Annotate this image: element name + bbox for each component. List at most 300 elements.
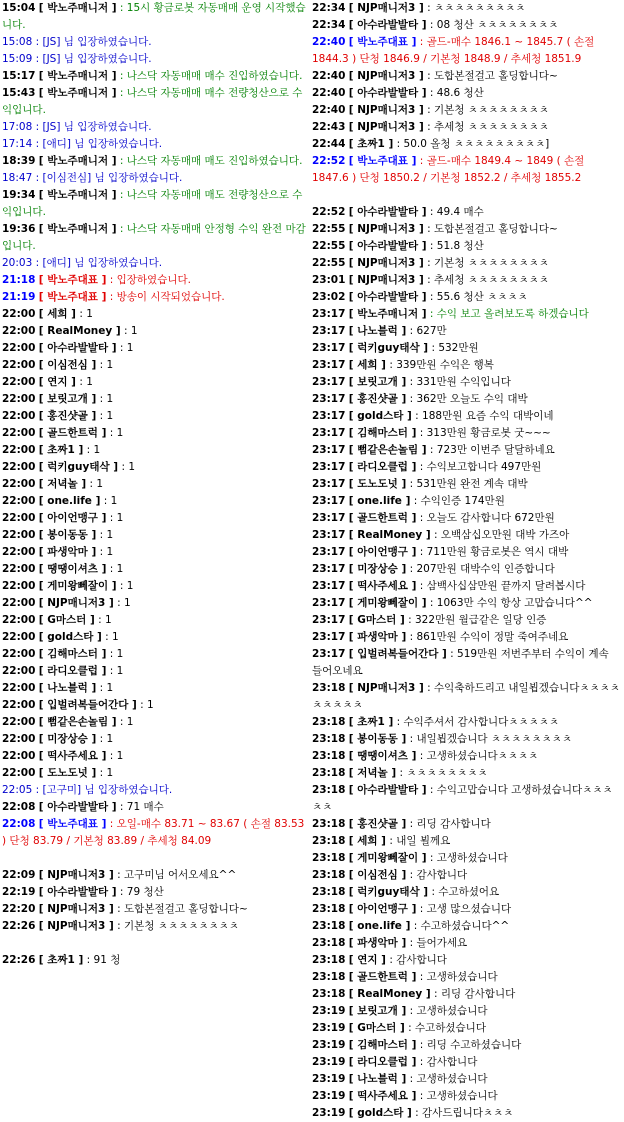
message-time: 23:17 (312, 495, 346, 507)
chat-message (312, 867, 622, 884)
message-sender: [ 떡사주세요 ] (38, 750, 107, 762)
message-text: : [애디] 님 입장하였습니다. (32, 257, 163, 269)
message-sender: [ one.life ] (348, 920, 411, 932)
message-sender: [ 보릿고개 ] (348, 1005, 407, 1017)
chat-message (2, 170, 306, 187)
message-time: 22:00 (2, 716, 36, 728)
chat-message (312, 782, 622, 816)
message-sender: [ 아수라발발타 ] (38, 801, 117, 813)
message-text: : 331만원 수익입니다 (406, 376, 511, 388)
chat-message (2, 629, 306, 646)
message-text: : 1 (116, 716, 134, 728)
chat-message (2, 306, 306, 323)
message-text: : 49.4 매수 (426, 206, 484, 218)
message-time: 22:20 (2, 903, 36, 915)
chat-message (312, 748, 622, 765)
message-sender: [ 박노주대표 ] (38, 274, 107, 286)
message-time: 22:19 (2, 886, 36, 898)
message-sender: [ NJP매니저3 ] (348, 682, 424, 694)
message-text: : 고생하셨습니다 (416, 971, 498, 983)
message-text: : 오백삼십오만원 대박 가즈아 (430, 529, 570, 541)
message-sender: [ 연지 ] (348, 954, 386, 966)
chat-message (312, 544, 622, 561)
message-text: : [JS] 님 입장하였습니다. (32, 121, 152, 133)
message-sender: [ 땡땡이셔츠 ] (38, 563, 107, 575)
chat-message (312, 323, 622, 340)
message-text: : 1 (94, 614, 112, 626)
message-time: 22:09 (2, 869, 36, 881)
message-time: 17:08 (2, 121, 33, 133)
chat-message (312, 119, 622, 136)
message-sender: [ NJP매니저3 ] (38, 869, 114, 881)
message-text: : 1 (106, 427, 124, 439)
message-text: : 519만원 저번주부터 수익이 계속 들어오네요 (312, 648, 609, 677)
message-text: : 08 청산 ㅊㅊㅊㅊㅊㅊㅊㅊ (426, 19, 559, 31)
chat-message (2, 816, 306, 850)
message-time: 15:17 (2, 70, 36, 82)
message-text: : [이심전심] 님 입장하였습니다. (32, 172, 183, 184)
chat-message (312, 918, 622, 935)
message-sender: [ 세희 ] (348, 359, 386, 371)
chat-message (312, 357, 622, 374)
message-time: 23:18 (312, 869, 346, 881)
message-text: : 삼백사십삼만원 끝까지 달려봅시다 (416, 580, 586, 592)
message-text: : 도합본절걸고 홀딩합니다~ (113, 903, 248, 915)
chat-message (2, 340, 306, 357)
message-sender: [ 봉이동동 ] (38, 529, 97, 541)
message-sender: [ 박노주대표 ] (38, 818, 107, 830)
message-time: 22:00 (2, 580, 36, 592)
message-sender: [ NJP매니저3 ] (348, 274, 424, 286)
message-text: : 수고하셨어요 (428, 886, 500, 898)
chat-message (2, 476, 306, 493)
message-sender: [ 라디오클럽 ] (38, 665, 107, 677)
message-time: 22:00 (2, 767, 36, 779)
message-text: : 1 (118, 461, 136, 473)
message-text: : 리딩 감사합니다 (406, 818, 491, 830)
message-text: : 추세청 ㅊㅊㅊㅊㅊㅊㅊㅊ (423, 121, 549, 133)
message-time: 22:00 (2, 478, 36, 490)
message-time: 19:36 (2, 223, 36, 235)
message-sender: [ 박노주매니저 ] (38, 87, 117, 99)
message-sender: [ 미장상승 ] (38, 733, 97, 745)
message-time: 23:19 (312, 1056, 346, 1068)
chat-message (2, 748, 306, 765)
message-sender: [ NJP매니저3 ] (38, 920, 114, 932)
message-text: : 고생하셨습니다 (416, 1090, 498, 1102)
message-time: 22:00 (2, 682, 36, 694)
chat-message (312, 629, 622, 646)
message-time: 22:00 (2, 614, 36, 626)
chat-message (312, 714, 622, 731)
message-sender: [ 게미왕뻬잘이 ] (38, 580, 117, 592)
message-time: 23:19 (312, 1073, 346, 1085)
chat-message (2, 595, 306, 612)
message-time: 23:17 (312, 631, 346, 643)
message-time: 22:43 (312, 121, 346, 133)
message-sender: [ 아수라발발타 ] (348, 206, 427, 218)
chat-message (312, 476, 622, 493)
message-text: : 362만 오늘도 수익 대박 (406, 393, 528, 405)
message-sender: [ 입벌려복들어간다 ] (348, 648, 447, 660)
message-time: 23:17 (312, 359, 346, 371)
message-text: : 수익고맙습니다 고생하셨습니다ㅊㅊㅊㅊㅊ (312, 784, 613, 813)
message-time: 23:17 (312, 478, 346, 490)
message-time: 23:18 (312, 954, 346, 966)
message-sender: [ 세희 ] (348, 835, 386, 847)
message-sender: [ gold스타 ] (348, 1107, 412, 1119)
message-text: : 71 매수 (116, 801, 164, 813)
message-sender: [ G마스터 ] (38, 614, 95, 626)
message-text: : 207만원 대박수익 인증합니다 (406, 563, 555, 575)
chat-message (312, 850, 622, 867)
message-text: : 감사합니다 (406, 869, 468, 881)
chat-message (2, 425, 306, 442)
chat-message (312, 595, 622, 612)
message-sender: [ 도노도넛 ] (38, 767, 97, 779)
message-time: 23:17 (312, 427, 346, 439)
chat-message (312, 391, 622, 408)
message-time: 22:34 (312, 19, 346, 31)
message-sender: [ 나노블럭 ] (38, 682, 97, 694)
message-sender: [ RealMoney ] (38, 325, 121, 337)
message-sender: [ 김해마스터 ] (348, 1039, 417, 1051)
message-time: 23:18 (312, 971, 346, 983)
message-text: : 수익주셔서 감사합니다ㅊㅊㅊㅊㅊ (393, 716, 559, 728)
message-sender: [ 세희 ] (38, 308, 76, 320)
message-time: 23:19 (312, 1090, 346, 1102)
chat-log-left-column (2, 0, 306, 969)
message-text: : 1 (120, 325, 138, 337)
chat-message (2, 697, 306, 714)
message-sender: [ 봉이동동 ] (348, 733, 407, 745)
message-text: : 711만원 황금로봇은 역시 대박 (416, 546, 569, 558)
message-time: 23:19 (312, 1107, 346, 1119)
message-text: : 수익보고합니다 497만원 (416, 461, 542, 473)
message-text: : 수익인증 174만원 (410, 495, 505, 507)
message-sender: [ 아수라발발타 ] (38, 886, 117, 898)
message-time: 23:17 (312, 563, 346, 575)
chat-message (312, 221, 622, 238)
message-time: 22:05 (2, 784, 33, 796)
message-sender: [ 게미왕뻬잘이 ] (348, 852, 427, 864)
message-text: : 기본청 ㅊㅊㅊㅊㅊㅊㅊㅊ (113, 920, 239, 932)
chat-message (2, 578, 306, 595)
message-time: 23:17 (312, 614, 346, 626)
message-time: 23:17 (312, 597, 346, 609)
chat-message (2, 442, 306, 459)
chat-message (312, 425, 622, 442)
message-text: : 수고하셨습니다^^ (410, 920, 510, 932)
message-time: 22:08 (2, 801, 36, 813)
chat-message (312, 340, 622, 357)
chat-message (312, 255, 622, 272)
chat-message (312, 884, 622, 901)
message-text: : 1 (136, 699, 154, 711)
chat-message (2, 221, 306, 255)
chat-message (312, 816, 622, 833)
message-time: 23:18 (312, 903, 346, 915)
message-text: : 79 청산 (116, 886, 164, 898)
message-time: 23:17 (312, 376, 346, 388)
chat-message (2, 765, 306, 782)
message-sender: [ 파생악마 ] (348, 937, 407, 949)
message-time: 23:17 (312, 410, 346, 422)
message-text: : 오일-매수 83.71 ~ 83.67 ( 손절 83.53 ) 단청 83.79 / 기본청 83.89 / 추세청 84.09 (2, 818, 305, 847)
message-time: 15:08 (2, 36, 33, 48)
message-text: : 리딩 수고하셨습니다 (416, 1039, 522, 1051)
message-time: 23:17 (312, 529, 346, 541)
message-sender: [ RealMoney ] (348, 988, 431, 1000)
message-text: : 1 (100, 495, 118, 507)
chat-message (2, 731, 306, 748)
message-text: : 1 (101, 631, 119, 643)
message-time: 15:43 (2, 87, 36, 99)
message-sender: [ 초짜1 ] (38, 444, 84, 456)
chat-message (2, 884, 306, 901)
chat-message (312, 289, 622, 306)
message-text: : 리딩 감사합니다 (430, 988, 516, 1000)
chat-message (2, 408, 306, 425)
chat-message (2, 374, 306, 391)
message-time: 23:18 (312, 733, 346, 745)
chat-message (312, 901, 622, 918)
message-text: : ㅊㅊㅊㅊㅊㅊㅊㅊㅊ (423, 2, 526, 14)
chat-message (2, 612, 306, 629)
message-text: : 나스닥 자동매매 매수 진입하였습니다. (116, 70, 303, 82)
chat-message (2, 136, 306, 153)
message-sender: [ 미장상승 ] (348, 563, 407, 575)
chat-message (312, 1020, 622, 1037)
message-text: : 339만원 수익은 행복 (385, 359, 494, 371)
message-text: : 고구미님 어서오세요^^ (113, 869, 237, 881)
chat-message (2, 323, 306, 340)
message-time: 22:40 (312, 87, 346, 99)
chat-message (2, 561, 306, 578)
chat-message (2, 918, 306, 935)
message-sender: [ 아수라발발타 ] (348, 291, 427, 303)
message-text: : 입장하였습니다. (106, 274, 191, 286)
message-sender: [ 김해마스터 ] (348, 427, 417, 439)
message-time: 20:03 (2, 257, 33, 269)
message-time: 23:18 (312, 716, 346, 728)
message-sender: [ 라디오클럽 ] (348, 1056, 417, 1068)
message-sender: [ 나노블럭 ] (348, 325, 407, 337)
message-sender: [ 나노블럭 ] (348, 1073, 407, 1085)
message-sender: [ 파생악마 ] (348, 631, 407, 643)
message-sender: [ 홍진샷골 ] (348, 393, 407, 405)
message-time: 22:55 (312, 240, 346, 252)
message-sender: [ NJP매니저3 ] (38, 903, 114, 915)
message-sender: [ RealMoney ] (348, 529, 431, 541)
message-sender: [ 떡사주세요 ] (348, 1090, 417, 1102)
message-time: 22:00 (2, 308, 36, 320)
message-text: : 1 (96, 410, 114, 422)
message-text: : 532만원 (428, 342, 479, 354)
message-time: 22:00 (2, 648, 36, 660)
chat-message (2, 34, 306, 51)
message-text: : 1063만 수익 항상 고맙습니다^^ (426, 597, 593, 609)
message-time: 22:00 (2, 529, 36, 541)
blank-line (2, 850, 306, 867)
message-time: 22:00 (2, 393, 36, 405)
message-text: : 1 (96, 393, 114, 405)
blank-line (312, 187, 622, 204)
message-text: : 91 청 (83, 954, 121, 966)
message-sender: [ NJP매니저3 ] (348, 223, 424, 235)
message-time: 23:17 (312, 512, 346, 524)
message-time: 23:17 (312, 342, 346, 354)
message-time: 21:18 (2, 274, 36, 286)
message-text: : [JS] 님 입장하였습니다. (32, 53, 152, 65)
message-time: 22:40 (312, 70, 346, 82)
message-sender: [ NJP매니저3 ] (348, 104, 424, 116)
message-time: 22:00 (2, 495, 36, 507)
message-text: : 나스닥 자동매매 안정형 수익 완전 마감입니다. (2, 223, 306, 252)
message-text: : 추세청 ㅊㅊㅊㅊㅊㅊㅊㅊ (423, 274, 549, 286)
message-time: 21:19 (2, 291, 36, 303)
chat-message (312, 153, 622, 187)
message-sender: [ gold스타 ] (38, 631, 102, 643)
chat-message (312, 204, 622, 221)
message-text: : ㅊㅊㅊㅊㅊㅊㅊㅊ (396, 767, 488, 779)
chat-message (312, 136, 622, 153)
chat-message (2, 357, 306, 374)
chat-message (2, 714, 306, 731)
message-text: : 수익 보고 올려보도록 하겠습니다 (426, 308, 589, 320)
message-time: 18:39 (2, 155, 36, 167)
chat-message (312, 102, 622, 119)
message-sender: [ 럭키guy태삭 ] (348, 886, 429, 898)
chat-message (2, 867, 306, 884)
message-text: : 내일뵙겠습니다 ㅊㅊㅊㅊㅊㅊㅊㅊ (406, 733, 572, 745)
chat-message (312, 731, 622, 748)
message-time: 22:00 (2, 376, 36, 388)
message-text: : 도합본절걸고 홀딩합니다~ (423, 223, 558, 235)
message-sender: [ 초짜1 ] (348, 138, 394, 150)
message-sender: [ one.life ] (38, 495, 101, 507)
message-text: : 1 (106, 512, 124, 524)
message-sender: [ 박노주대표 ] (348, 155, 417, 167)
message-time: 15:04 (2, 2, 36, 14)
message-text: : 1 (75, 376, 93, 388)
message-sender: [ 아이언맹구 ] (348, 903, 417, 915)
chat-message (2, 255, 306, 272)
chat-message (312, 238, 622, 255)
message-text: : 감사합니다 (416, 1056, 478, 1068)
message-time: 23:17 (312, 461, 346, 473)
chat-message (312, 833, 622, 850)
message-text: : 1 (75, 308, 93, 320)
message-sender: [ 파생악마 ] (38, 546, 97, 558)
message-time: 23:18 (312, 920, 346, 932)
chat-message (2, 799, 306, 816)
message-sender: [ 박노주매니저 ] (38, 2, 117, 14)
message-text: : 1 (96, 546, 114, 558)
message-sender: [ 라디오클럽 ] (348, 461, 417, 473)
blank-line (2, 935, 306, 952)
chat-message (312, 646, 622, 680)
message-text: : 723만 이번주 달달하네요 (426, 444, 555, 456)
message-sender: [ 저녁놀 ] (38, 478, 87, 490)
message-text: : 15시 황금로봇 자동매매 운영 시작했습니다. (2, 2, 306, 31)
message-time: 19:34 (2, 189, 36, 201)
message-text: : 1 (83, 444, 101, 456)
message-time: 23:19 (312, 1039, 346, 1051)
message-sender: [ 아수라발발타 ] (348, 19, 427, 31)
message-sender: [ 홍진샷골 ] (38, 410, 97, 422)
message-sender: [ 뻠같은손놀림 ] (348, 444, 427, 456)
chat-message (2, 187, 306, 221)
chat-message (312, 765, 622, 782)
message-text: : 1 (116, 342, 134, 354)
message-text: : 나스닥 자동매매 매수 전량청산으로 수익입니다. (2, 87, 303, 116)
chat-message (312, 0, 622, 17)
message-sender: [ 연지 ] (38, 376, 76, 388)
message-text: : 고생하셨습니다 (406, 1073, 488, 1085)
message-time: 22:00 (2, 444, 36, 456)
chat-message (312, 561, 622, 578)
message-time: 23:17 (312, 308, 346, 320)
chat-message (312, 1003, 622, 1020)
message-text: : 313만원 황금로봇 굿~~~ (416, 427, 551, 439)
chat-message (2, 493, 306, 510)
message-text: : 1 (96, 733, 114, 745)
message-time: 22:34 (312, 2, 346, 14)
message-time: 23:18 (312, 852, 346, 864)
message-text: : 1 (96, 529, 114, 541)
message-sender: [ 박노주매니저 ] (38, 155, 117, 167)
chat-message (2, 901, 306, 918)
chat-message (312, 17, 622, 34)
message-time: 23:18 (312, 835, 346, 847)
message-sender: [ 뻠같은손놀림 ] (38, 716, 117, 728)
message-time: 23:17 (312, 325, 346, 337)
message-time: 22:00 (2, 563, 36, 575)
message-text: : [애디] 님 입장하였습니다. (32, 138, 163, 150)
message-sender: [ 보릿고개 ] (348, 376, 407, 388)
message-time: 22:55 (312, 257, 346, 269)
message-time: 23:02 (312, 291, 346, 303)
message-time: 23:18 (312, 886, 346, 898)
message-sender: [ NJP매니저3 ] (348, 121, 424, 133)
message-time: 22:26 (2, 920, 36, 932)
chat-message (312, 68, 622, 85)
message-text: : 1 (116, 580, 134, 592)
message-time: 23:18 (312, 784, 346, 796)
message-time: 23:18 (312, 818, 346, 830)
message-time: 22:55 (312, 223, 346, 235)
message-text: : 오늘도 감사합니다 672만원 (416, 512, 555, 524)
message-text: : 내일 뵐께요 (385, 835, 451, 847)
message-sender: [ 박노주대표 ] (348, 36, 417, 48)
message-time: 22:00 (2, 427, 36, 439)
message-text: : 고생하셨습니다 (406, 1005, 488, 1017)
message-sender: [ 아이언맹구 ] (38, 512, 107, 524)
message-text: : 1 (106, 648, 124, 660)
message-sender: [ G마스터 ] (348, 614, 405, 626)
message-text: : 기본청 ㅊㅊㅊㅊㅊㅊㅊㅊ (423, 257, 549, 269)
message-time: 23:19 (312, 1022, 346, 1034)
chat-message (2, 85, 306, 119)
message-time: 23:17 (312, 580, 346, 592)
chat-message (312, 1105, 622, 1122)
message-sender: [ 게미왕뻬잘이 ] (348, 597, 427, 609)
message-text: : 1 (113, 597, 131, 609)
message-time: 23:17 (312, 648, 346, 660)
message-sender: [ 홍진샷골 ] (348, 818, 407, 830)
message-text: : 322만원 월급같은 일당 인증 (404, 614, 547, 626)
